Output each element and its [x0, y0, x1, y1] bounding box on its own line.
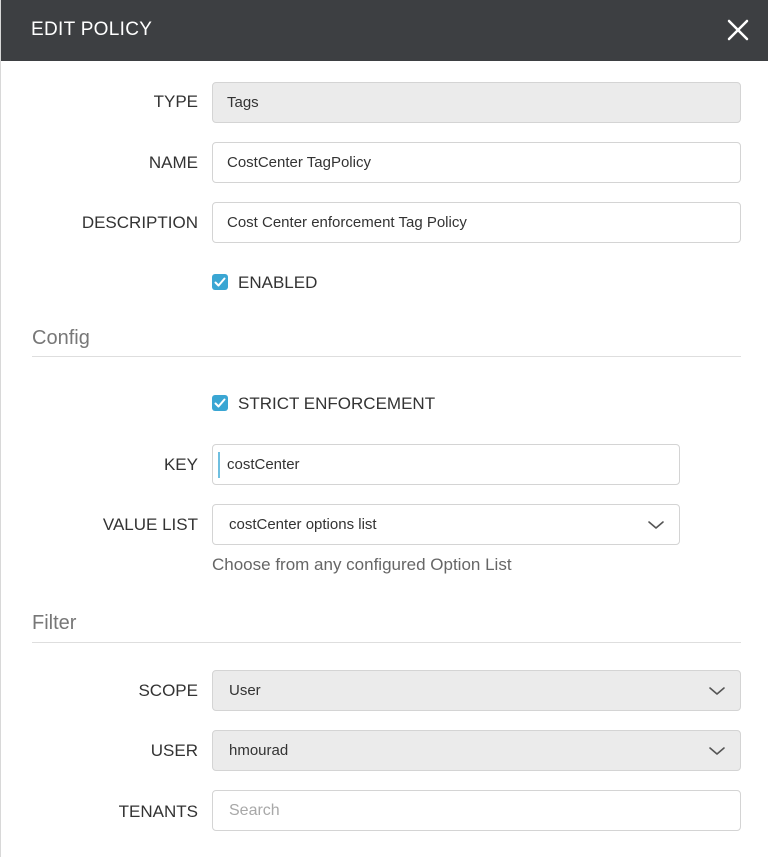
- close-icon: [723, 15, 753, 45]
- user-select[interactable]: [212, 730, 741, 771]
- filter-section-title: Filter: [32, 612, 77, 634]
- enabled-label: ENABLED: [238, 273, 318, 292]
- close-button[interactable]: [723, 15, 753, 45]
- scope-select[interactable]: [212, 670, 741, 711]
- value-list-selected: costCenter options list: [229, 516, 377, 533]
- key-value: costCenter: [227, 456, 300, 473]
- type-label: TYPE: [153, 92, 198, 111]
- key-field[interactable]: [212, 444, 680, 485]
- value-list-help-text: Choose from any configured Option List: [212, 555, 512, 574]
- name-value: CostCenter TagPolicy: [227, 154, 371, 171]
- focus-indicator: [218, 452, 220, 478]
- strict-enforcement-label: STRICT ENFORCEMENT: [238, 394, 436, 413]
- enabled-checkbox[interactable]: [212, 273, 412, 293]
- chevron-down-icon: [708, 685, 726, 697]
- tenants-field[interactable]: [212, 790, 741, 831]
- modal-title: EDIT POLICY: [31, 19, 153, 40]
- user-label: USER: [150, 741, 198, 760]
- chevron-down-icon: [708, 745, 726, 757]
- name-label: NAME: [148, 153, 198, 172]
- tenants-label: TENANTS: [118, 802, 198, 821]
- scope-label: SCOPE: [138, 681, 198, 700]
- value-list-select[interactable]: [212, 504, 680, 545]
- modal-header: [1, 0, 768, 61]
- description-value: Cost Center enforcement Tag Policy: [227, 214, 467, 231]
- description-field[interactable]: [212, 202, 741, 243]
- name-field[interactable]: [212, 142, 741, 183]
- strict-enforcement-checkbox[interactable]: [212, 394, 512, 414]
- key-label: KEY: [163, 455, 198, 474]
- user-selected: hmourad: [229, 742, 289, 759]
- value-list-label: VALUE LIST: [102, 515, 198, 534]
- config-section-title: Config: [32, 327, 90, 349]
- filter-divider: [32, 642, 741, 643]
- type-field: [212, 82, 741, 123]
- checkbox-checked-icon[interactable]: [212, 395, 228, 411]
- type-value: Tags: [227, 94, 259, 111]
- tenants-search-input[interactable]: [213, 791, 740, 830]
- scope-selected: User: [229, 682, 261, 699]
- description-label: DESCRIPTION: [81, 213, 198, 232]
- chevron-down-icon: [647, 519, 665, 531]
- checkbox-checked-icon[interactable]: [212, 274, 228, 290]
- config-divider: [32, 356, 741, 357]
